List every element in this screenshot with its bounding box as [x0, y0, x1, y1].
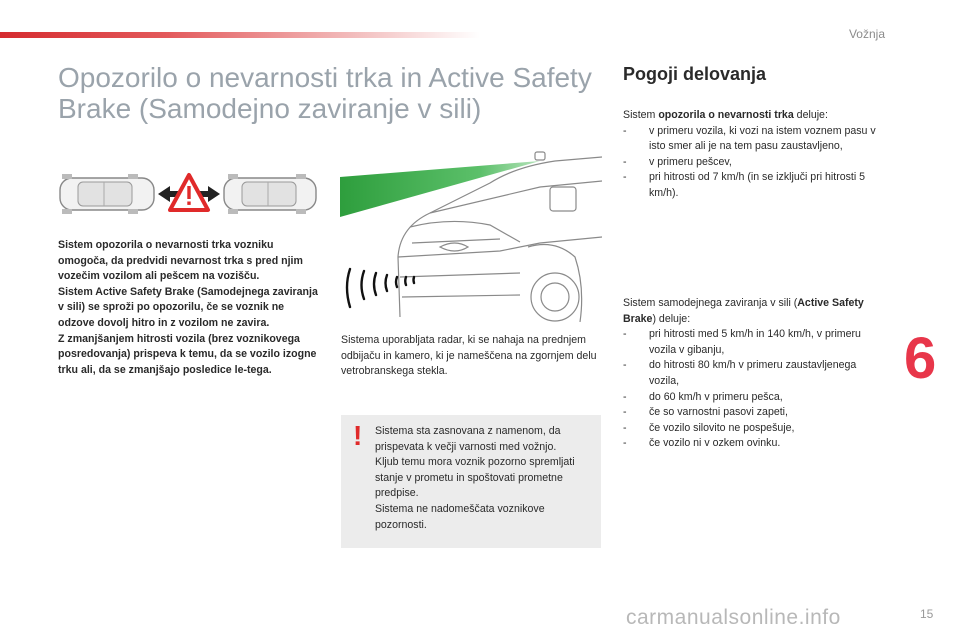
collision-warning-illustration	[58, 172, 318, 216]
list-item: - v primeru vozila, ki vozi na istem voznem pasu v isto smer ali je na tem pasu zaustavljeno,	[623, 124, 883, 155]
list-item: - pri hitrosti od 7 km/h (in se izključi pri hitrosti 5 km/h).	[623, 170, 883, 201]
page-title: Opozorilo o nevarnosti trka in Active Safety Brake (Samodejno zaviranje v sili)	[58, 62, 592, 124]
warning-text: Sistema sta zasnovana z namenom, da prispevata k večji varnosti med vožnjo. Kljub temu mora voznik pozorno spremljati stanje v prometu in spoštovati prometne predpise. Sistema ne nadomeščata voznikove pozornosti.	[375, 425, 575, 531]
conditions-heading: Pogoji delovanja	[623, 64, 767, 84]
list-item: - pri hitrosti med 5 km/h in 140 km/h, v primeru vozila v gibanju,	[623, 327, 883, 358]
list-item: - če vozilo ni v ozkem ovinku.	[623, 436, 883, 452]
brake-conditions: Sistem samodejnega zaviranja v sili (Active Safety Brake) deluje: - pri hitrosti med 5 km/h in 140 km/h, v primeru vozila v gibanju, - do hitrosti 80 km/h v primeru zaustavljenega vozila, - do 60 km/h v primeru pešca, - če so varnostni pasovi zapeti, - če vozilo silovito ne pospešuje, - če vozilo ni v ozkem ovinku.	[623, 296, 883, 452]
van-radar-illustration	[340, 147, 602, 322]
intro-text: Sistem opozorila o nevarnosti trka vozniku omogoča, da predvidi nevarnost trka s pred njim vozečim vozilom ali pešcem na vozišču. Sistem Active Safety Brake (Samodejnega zaviranja v sili) se sproži po opozorilu, če se voznik ne odzove dovolj hitro in z vozilom ne zavira. Z zmanjšanjem hitrosti vozila (brez voznikovega posredovanja) prispeva k temu, da se vozilo izogne trku ali, da se zmanjšajo posledice le-tega.	[58, 239, 318, 376]
chapter-number: 6	[904, 326, 937, 391]
front-car-icon	[224, 174, 316, 214]
list-item: - do hitrosti 80 km/h v primeru zaustavljenega vozila,	[623, 358, 883, 389]
watermark: carmanualsonline.info	[626, 606, 841, 629]
page-number: 15	[920, 607, 934, 621]
radar-waves-icon	[347, 269, 414, 307]
collision-warning-conditions: Sistem opozorila o nevarnosti trka deluje: - v primeru vozila, ki vozi na istem voznem pasu v isto smer ali je na tem pasu zaustavljeno, - v primeru pešcev, - pri hitrosti od 7 km/h (in se izključi pri hitrosti 5 km/h).	[623, 108, 883, 202]
warning-box	[341, 415, 601, 548]
list-item: - do 60 km/h v primeru pešca,	[623, 390, 883, 406]
list-item: - v primeru pešcev,	[623, 155, 883, 171]
radar-description: Sistema uporabljata radar, ki se nahaja na prednjem odbijaču in kamero, ki je nameščena na zgornjem delu vetrobranskega stekla.	[341, 334, 597, 378]
section-label: Vožnja	[848, 27, 885, 41]
exclamation-icon: !	[353, 420, 363, 451]
list-item: - če so varnostni pasovi zapeti,	[623, 405, 883, 421]
top-accent-bar	[0, 32, 480, 38]
rear-car-icon	[60, 174, 154, 214]
list-item: - če vozilo silovito ne pospešuje,	[623, 421, 883, 437]
